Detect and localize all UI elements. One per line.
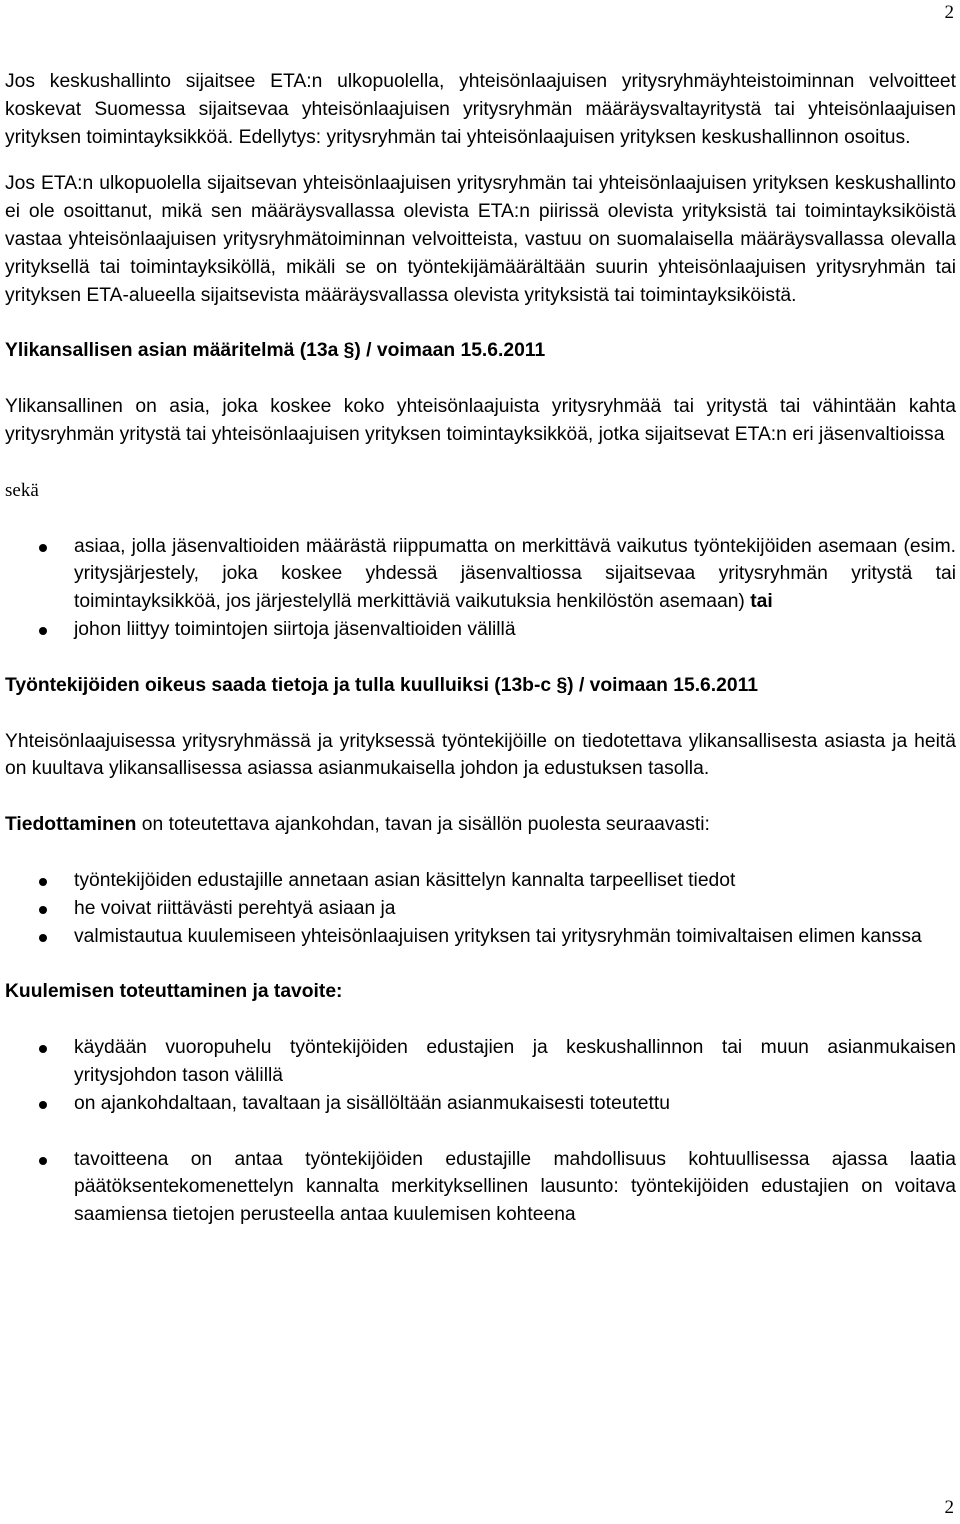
- list-item-text: on ajankohdaltaan, tavaltaan ja sisällöltään asianmukaisesti toteutettu: [74, 1092, 670, 1114]
- informing-text: on toteutettava ajankohdan, tavan ja sisällön puolesta seuraavasti:: [136, 814, 710, 836]
- heading-transnational-definition: Ylikansallisen asian määritelmä (13a §) / voimaan 15.6.2011: [5, 340, 546, 362]
- list-item: [5, 1146, 956, 1229]
- bullet-icon: [39, 1101, 47, 1109]
- paragraph-responsibility: Jos ETA:n ulkopuolella sijaitsevan yhteisönlaajuisen yritysryhmän tai yhteisönlaajuisen yrityksen keskushallinto ei ole osoittanut, mikä sen määräysvallassa olevista ETA:n piirissä olevista yrityksistä tai toimintayksiköistä vastaa yhteisönlaajuisen yritysryhmätoiminnan velvoitteista, vastuu on suomalaisella määräysvallassa olevalla yrityksellä tai toimintayksiköllä, mikäli se on työntekijämäärältään suurin yhteisönlaajuisen yritysryhmän tai yrityksen ETA-alueella sijaitsevista määräysvallassa olevista yrityksistä tai toimintayksiköistä.: [5, 173, 956, 306]
- list-item: [5, 1090, 956, 1118]
- bullet-icon: [39, 544, 47, 552]
- heading-consultation: Kuulemisen toteuttaminen ja tavoite:: [5, 981, 343, 1003]
- bullet-list-goal: [5, 1146, 956, 1229]
- seka-text: sekä: [5, 479, 39, 501]
- bullet-icon: [39, 934, 47, 942]
- list-item: [5, 1034, 956, 1090]
- list-item-text: he voivat riittävästi perehtyä asiaan ja: [74, 897, 396, 919]
- list-item-text: johon liittyy toimintojen siirtoja jäsenvaltioiden välillä: [74, 618, 516, 640]
- paragraph-obligation: Yhteisönlaajuisessa yritysryhmässä ja yrityksessä työntekijöille on tiedotettava ylikansallisesta asiasta ja heitä on kuultava ylikansallisessa asiassa asianmukaisella johdon ja edustuksen tasolla.: [5, 730, 956, 780]
- document-body: [5, 68, 956, 1229]
- bullet-list-consultation: [5, 1034, 956, 1117]
- heading-right-to-information: Työntekijöiden oikeus saada tietoja ja tulla kuulluiksi (13b-c §) / voimaan 15.6.2011: [5, 674, 758, 696]
- list-item-text: asiaa, jolla jäsenvaltioiden määrästä riippumatta on merkittävä vaikutus työntekijöiden asemaan (esim. yritysjärjestely, joka koskee yhdessä jäsenvaltiossa sijaitsevaa yritysryhmän yritystä tai toimintayksikköä, jos järjestelyllä merkittäviä vaikutuksia henkilöstön asemaan): [74, 535, 956, 613]
- list-item: [5, 895, 956, 923]
- list-item: [5, 867, 956, 895]
- list-item: [5, 533, 956, 616]
- paragraph-informing: [5, 811, 956, 839]
- bullet-icon: [39, 1045, 47, 1053]
- bullet-list-matters: [5, 533, 956, 644]
- bullet-list-informing: [5, 867, 956, 950]
- list-item-text: valmistautua kuulemiseen yhteisönlaajuisen yrityksen tai yritysryhmän toimivaltaisen elimen kanssa: [74, 925, 922, 947]
- list-item-bold-tail: tai: [744, 591, 773, 613]
- list-item-text: tavoitteena on antaa työntekijöiden edustajille mahdollisuus kohtuullisessa ajassa laatia päätöksentekomenettelyn kannalta merkityksellinen lausunto: työntekijöiden edustajien on voitava saamiensa tietojen perusteella antaa kuulemisen kohteena: [74, 1148, 956, 1226]
- paragraph-central-management: Jos keskushallinto sijaitsee ETA:n ulkopuolella, yhteisönlaajuisen yritysryhmäyhteistoiminnan velvoitteet koskevat Suomessa sijaitsevaa yhteisönlaajuisen yritysryhmän määräysvaltayritystä tai yhteisönlaajuisen yrityksen toimintayksikköä. Edellytys: yritysryhmän tai yhteisönlaajuisen yrityksen keskushallinnon osoitus.: [5, 71, 956, 148]
- bullet-icon: [39, 878, 47, 886]
- list-item-text: käydään vuoropuhelu työntekijöiden edustajien ja keskushallinnon tai muun asianmukaisen yritysjohdon tason välillä: [74, 1037, 956, 1086]
- bullet-icon: [39, 627, 47, 635]
- bullet-icon: [39, 906, 47, 914]
- paragraph-transnational-definition: Ylikansallinen on asia, joka koskee koko yhteisönlaajuista yritysryhmää tai yritystä tai vähintään kahta yritysryhmän yritystä tai yhteisönlaajuisen yrityksen toimintayksikköä, jotka sijaitsevat ETA:n eri jäsenvaltioissa: [5, 396, 956, 445]
- list-item: [5, 923, 956, 951]
- page-number-top: 2: [944, 2, 954, 23]
- informing-label: Tiedottaminen: [5, 814, 137, 836]
- page-number-bottom: 2: [944, 1497, 954, 1518]
- list-item-text: työntekijöiden edustajille annetaan asian käsittelyn kannalta tarpeelliset tiedot: [74, 869, 736, 891]
- bullet-icon: [39, 1157, 47, 1165]
- list-item: [5, 616, 956, 644]
